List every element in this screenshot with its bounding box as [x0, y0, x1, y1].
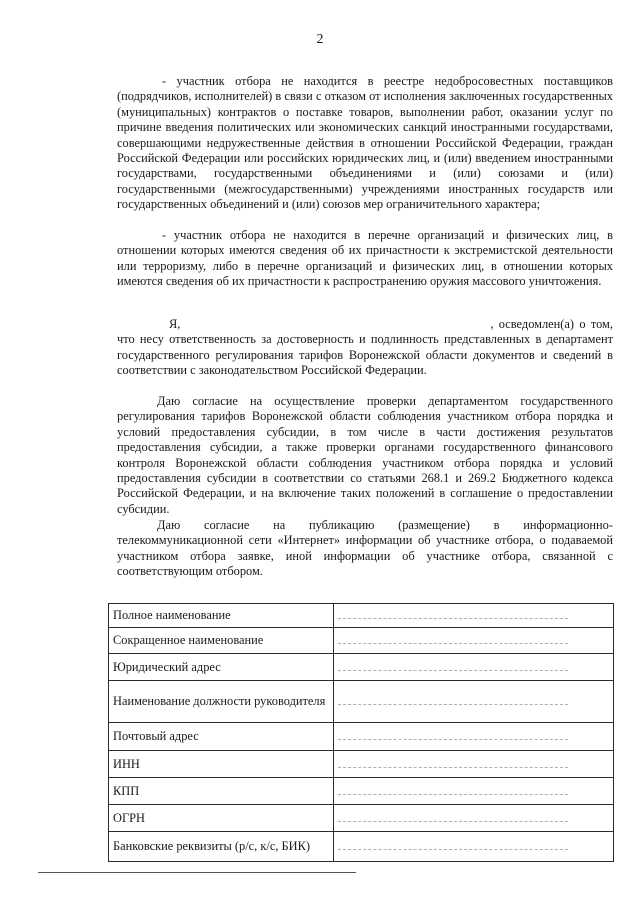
row-label: Юридический адрес [109, 654, 334, 681]
responsibility-start: Я, [169, 317, 181, 331]
row-value [334, 723, 614, 751]
paragraph-responsibility [117, 317, 613, 379]
row-value [334, 681, 614, 723]
row-label: КПП [109, 778, 334, 805]
row-value [334, 805, 614, 832]
row-value [334, 654, 614, 681]
row-label: ОГРН [109, 805, 334, 832]
paragraph-consent-verification: Даю согласие на осуществление проверки департаментом государственного регулирования тарифов Воронежской области соблюдения участником отбора порядка и условий предоставления субсидии, в том числе в части достижения результатов предоставления субсидии, а также проверки органами государственного финансового контроля Воронежской области соблюдения участником отбора порядка и условий предоставления субсидии в соответствии со статьями 268.1 и 269.2 Бюджетного кодекса Российской Федерации, и на включение таких положений в соглашение о предоставлении субсидии. [117, 394, 613, 516]
table-row [109, 723, 614, 751]
page-number: 2 [316, 32, 324, 47]
paragraph-extremism-condition: - участник отбора не находится в перечне организаций и физических лиц, в отношении которых имеются сведения об их причастности к экстремистской деятельности или терроризму, либо в перечне организаций и физических лиц, в отношении которых имеются сведения об их причастности к распространению оружия массового уничтожения. [117, 228, 613, 289]
table-row [109, 805, 614, 832]
table-row [109, 832, 614, 862]
responsibility-end: , осведомлен(а) о том, что несу ответственность за достоверность и подлинность представленных в департамент государственного регулирования тарифов Воронежской области документов и сведений в соответствии с законодательством Российской Федерации. [117, 317, 613, 378]
row-value [334, 751, 614, 778]
row-label: Полное наименование [109, 604, 334, 628]
table-row [109, 751, 614, 778]
row-value [334, 778, 614, 805]
row-label: Сокращенное наименование [109, 628, 334, 654]
row-label: ИНН [109, 751, 334, 778]
row-label: Наименование должности руководителя [109, 681, 334, 723]
participant-info-table [108, 603, 614, 862]
table-row [109, 604, 614, 628]
table-row [109, 778, 614, 805]
row-label: Банковские реквизиты (р/с, к/с, БИК) [109, 832, 334, 862]
table-row [109, 654, 614, 681]
row-label: Почтовый адрес [109, 723, 334, 751]
table-row [109, 628, 614, 654]
row-value [334, 604, 614, 628]
paragraph-consent-publication: Даю согласие на публикацию (размещение) в информационно-телекоммуникационной сети «Интернет» информации об участнике отбора, о подаваемой участником отбора заявке, иной информации об участнике отбора, связанной с соответствующим отбором. [117, 518, 613, 579]
table-row [109, 681, 614, 723]
paragraph-registry-condition: - участник отбора не находится в реестре недобросовестных поставщиков (подрядчиков, исполнителей) в связи с отказом от исполнения заключенных государственных (муниципальных) контрактов о поставке товаров, выполнении работ, оказании услуг по причине введения политических или экономических санкций иностранными государствами, совершающими недружественные действия в отношении Российской Федерации, граждан Российской Федерации или российских юридических лиц, и (или) введением иностранными государствами, государственными объединениями и (или) союзами и (или) государственными (межгосударственными) учреждениями иностранных государств или государственных объединений и (или) союзов мер ограничительного характера; [117, 74, 613, 212]
row-value [334, 832, 614, 862]
footer-rule [38, 872, 356, 873]
row-value [334, 628, 614, 654]
